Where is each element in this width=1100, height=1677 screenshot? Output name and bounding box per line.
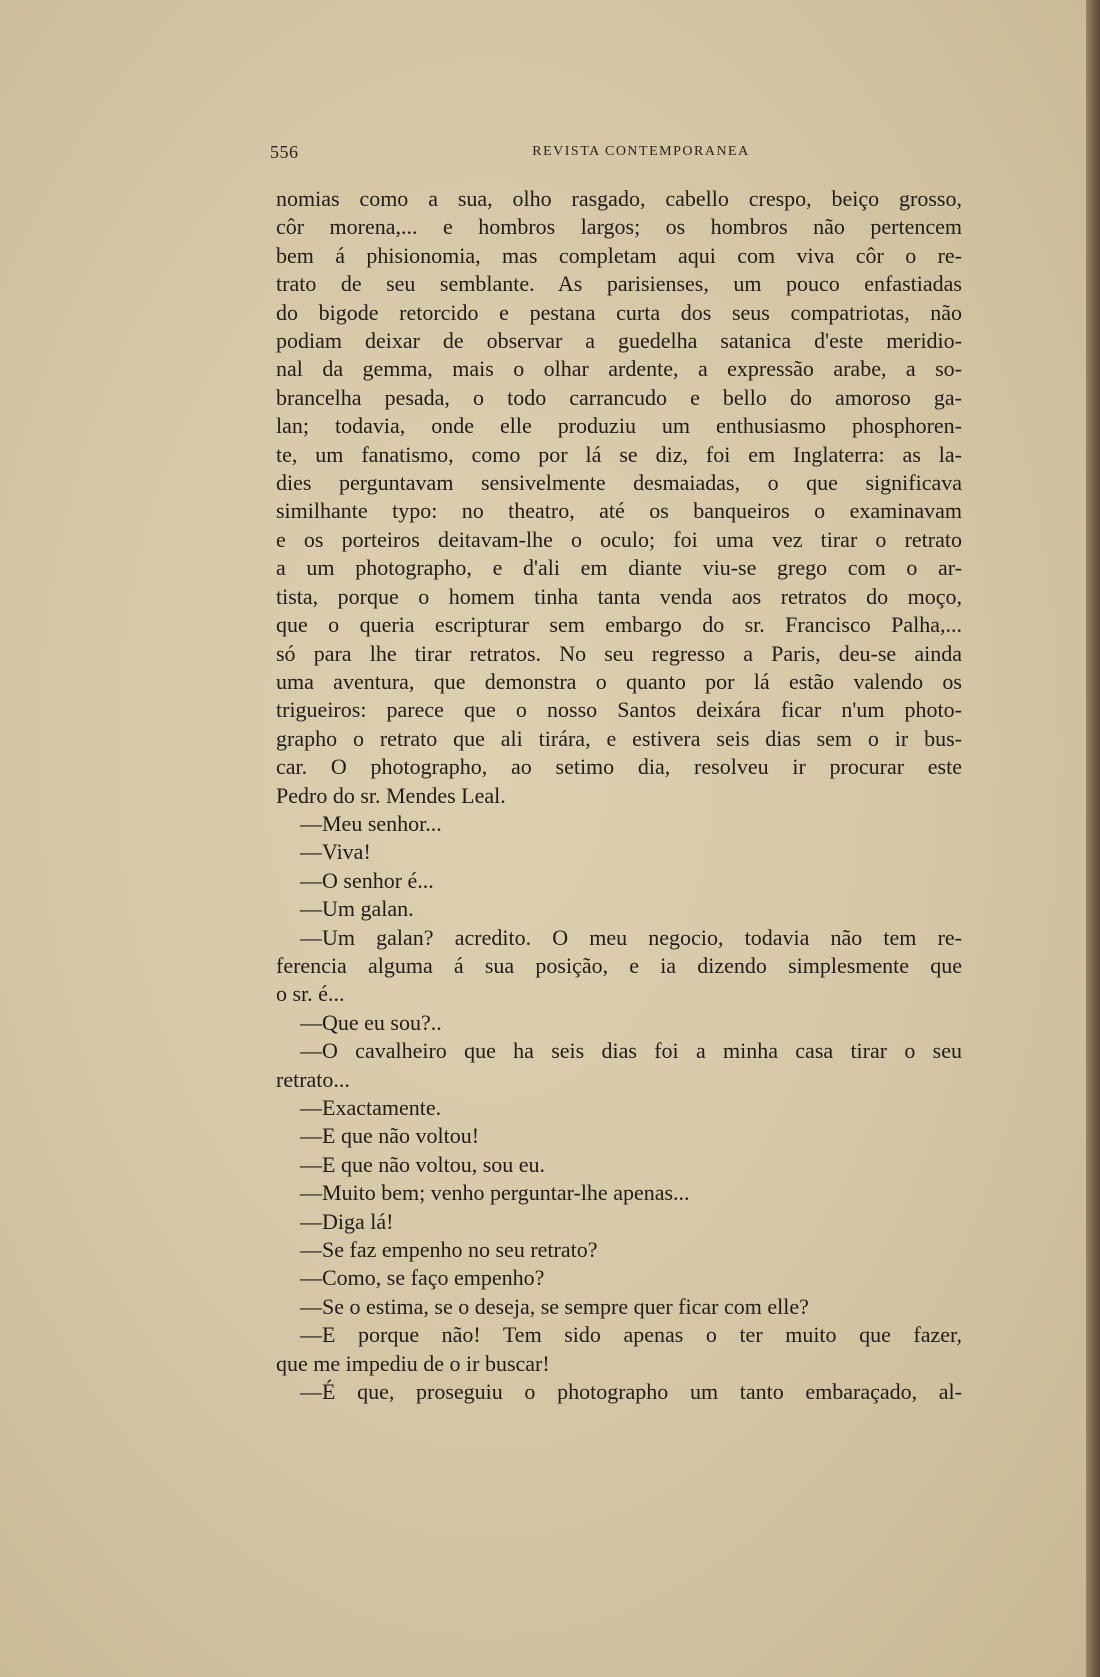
text-line: que o queria escripturar sem embargo do sr. Francisco Palha,... bbox=[276, 612, 962, 638]
dialogue-line: —Exactamente. bbox=[300, 1095, 442, 1120]
dialogue-line: —Meu senhor... bbox=[300, 810, 442, 836]
text-line: trato de seu semblante. As parisienses, um pouco enfastiadas bbox=[276, 271, 962, 297]
text-line: só para lhe tirar retratos. No seu regresso a Paris, deu-se ainda bbox=[276, 640, 962, 666]
body-text bbox=[276, 185, 962, 1406]
text-line: Pedro do sr. Mendes Leal. bbox=[276, 782, 506, 808]
text-line: car. O photographo, ao setimo dia, resolveu ir procurar este bbox=[276, 754, 962, 780]
text-line: similhante typo: no theatro, até os banqueiros o examinavam bbox=[276, 498, 962, 524]
text-line: te, um fanatismo, como por lá se diz, foi em Inglaterra: as la- bbox=[276, 441, 962, 467]
text-line: a um photographo, e d'ali em diante viu-se grego com o ar- bbox=[276, 555, 962, 581]
running-title: REVISTA CONTEMPORANEA bbox=[532, 144, 750, 159]
dialogue-line: —Que eu sou?.. bbox=[300, 1009, 442, 1035]
dialogue-line: —O cavalheiro que ha seis dias foi a minha casa tirar o seu bbox=[300, 1038, 962, 1064]
text-line: trigueiros: parece que o nosso Santos deixára ficar n'um photo- bbox=[276, 697, 962, 723]
text-line: brancelha pesada, o todo carrancudo e bello do amoroso ga- bbox=[276, 384, 962, 410]
text-line: lan; todavia, onde elle produziu um enthusiasmo phosphoren- bbox=[276, 413, 962, 439]
page-header bbox=[270, 142, 952, 166]
text-line: nomias como a sua, olho rasgado, cabello crespo, beiço grosso, bbox=[276, 186, 962, 211]
text-line: retrato... bbox=[276, 1066, 350, 1092]
dialogue-line: —É que, proseguiu o photographo um tanto embaraçado, al- bbox=[300, 1379, 962, 1405]
text-line: o sr. é... bbox=[276, 981, 345, 1007]
text-line: grapho o retrato que ali tirára, e estivera seis dias sem o ir bus- bbox=[276, 725, 962, 751]
dialogue-line: —E que não voltou, sou eu. bbox=[300, 1151, 546, 1177]
dialogue-line: —Um galan? acredito. O meu negocio, todavia não tem re- bbox=[300, 924, 962, 950]
text-line: do bigode retorcido e pestana curta dos seus compatriotas, não bbox=[276, 299, 962, 325]
text-line: podiam deixar de observar a guedelha satanica d'este meridio- bbox=[276, 328, 962, 354]
dialogue-line: —Um galan. bbox=[300, 896, 414, 922]
dialogue-line: —Como, se faço empenho? bbox=[300, 1265, 545, 1291]
text-line: ferencia alguma á sua posição, e ia dizendo simplesmente que bbox=[276, 952, 962, 978]
text-line: dies perguntavam sensivelmente desmaiadas, o que significava bbox=[276, 470, 962, 496]
page-number: 556 bbox=[270, 142, 299, 162]
text-line: que me impediu de o ir buscar! bbox=[276, 1350, 550, 1376]
dialogue-line: —O senhor é... bbox=[300, 867, 434, 893]
text-line: bem á phisionomia, mas completam aqui com viva côr o re- bbox=[276, 242, 962, 268]
dialogue-line: —E porque não! Tem sido apenas o ter muito que fazer, bbox=[300, 1322, 962, 1348]
dialogue-line: —E que não voltou! bbox=[300, 1123, 480, 1149]
dialogue-line: —Se faz empenho no seu retrato? bbox=[300, 1237, 598, 1263]
dialogue-line: —Diga lá! bbox=[300, 1208, 394, 1234]
text-line: tista, porque o homem tinha tanta venda aos retratos do moço, bbox=[276, 583, 962, 609]
text-line: côr morena,... e hombros largos; os hombros não pertencem bbox=[276, 214, 962, 240]
text-line: e os porteiros deitavam-lhe o oculo; foi uma vez tirar o retrato bbox=[276, 526, 962, 552]
text-line: nal da gemma, mais o olhar ardente, a expressão arabe, a so- bbox=[276, 356, 962, 382]
dialogue-line: —Se o estima, se o deseja, se sempre quer ficar com elle? bbox=[300, 1293, 809, 1319]
text-line: uma aventura, que demonstra o quanto por lá estão valendo os bbox=[276, 668, 962, 694]
dialogue-line: —Viva! bbox=[300, 839, 371, 865]
dialogue-line: —Muito bem; venho perguntar-lhe apenas... bbox=[300, 1180, 690, 1206]
page-edge bbox=[1086, 0, 1100, 1677]
